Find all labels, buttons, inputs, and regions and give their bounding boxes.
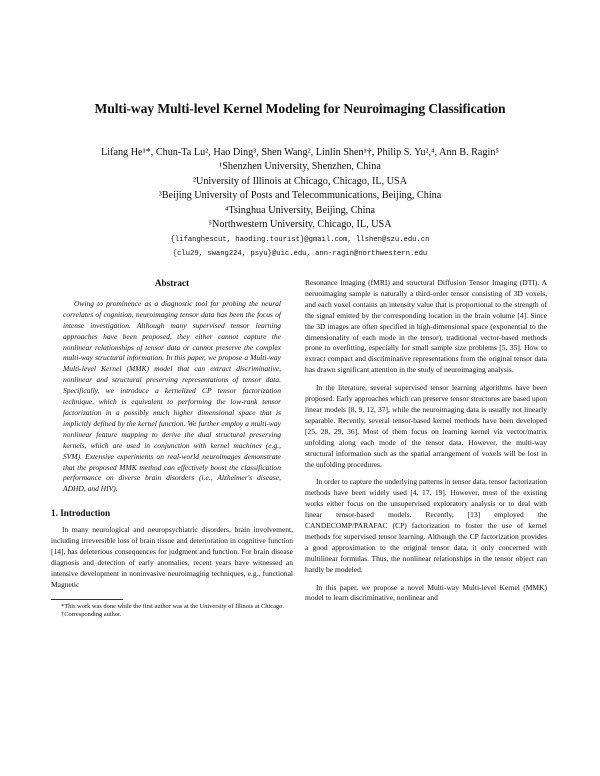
right-column [305, 278, 547, 611]
section-heading-introduction: 1. Introduction [51, 508, 111, 519]
affiliation: ³Beijing University of Posts and Telecommunications, Beijing, China [158, 190, 442, 202]
affiliation: ¹Shenzhen University, Shenzhen, China [219, 161, 381, 173]
footnote-divider [51, 599, 123, 600]
intro-paragraph: In many neurological and neuropsychiatric disorders, brain involvement, including irreversible loss of brain tissue and deterioration in cognitive function [14], has deleterious consequences for judgment and function. For brain disease diagnosis and detection of early anomalies, recent years have witnessed an intensive development in noninvasive neuroimaging techniques, e.g., functional Magnetic [51, 525, 293, 589]
paper-title: Multi-way Multi-level Kernel Modeling for Neuroimaging Classification [94, 101, 506, 116]
body-paragraph: In the literature, several supervised tensor learning algorithms have been proposed. Early approaches which can preserve tensor structures are based upon linear models [8, 9, 12, 37], while the neuroimaging data is usually not linearly separable. Recently, several tensor-based kernel methods have been developed [25, 28, 29, 36]. Most of them focus on learning kernel via vector/matrix unfolding along each mode of the tensor data. However, the multi-way structural information such as the spatial arrangement of voxels will be lost in the unfolding procedures. [305, 383, 547, 469]
left-column [51, 278, 293, 620]
affiliation: ⁵Northwestern University, Chicago, IL, USA [208, 219, 392, 231]
body-paragraph: In this paper, we propose a novel Multi-way Multi-level Kernel (MMK) model to learn discriminative, nonlinear and [305, 582, 547, 603]
affiliation: ²University of Illinois at Chicago, Chicago, IL, USA [192, 175, 408, 187]
affiliation: ⁴Tsinghua University, Beijing, China [224, 204, 376, 216]
author-block [30, 146, 570, 260]
body-paragraph: Resonance Imaging (fMRI) and structural Diffusion Tensor Imaging (DTI). A neruoimaging sample is naturally a third-order tensor consisting of 3D voxels, and each voxel contains an intensity value that is proportional to the strength of the signal emitted by the corresponding location in the brain volume [4]. Since the 3D images are often specified in high-dimensional space (exponential to the dimensionality of each mode in the tensor), traditional vector-based methods prone to overfitting, especially for small sample size problems [5, 35]. How to extract compact and discriminative representations from the original tensor data has drawn significant attention in the study of neuroimaging analysis. [305, 278, 547, 375]
footnote-corresponding: †Corresponding author. [61, 611, 122, 619]
footnote-first-author: *This work was done while the first author was at the University of Illinois at Chicago. [61, 602, 284, 610]
abstract-heading: Abstract [154, 278, 190, 288]
email-line: {clu29, swang224, psyu}@uic.edu, ann-ragin@northwestern.edu [172, 250, 428, 259]
author-list: Lifang He¹*, Chun-Ta Lu², Hao Ding³, Shen Wang², Linlin Shen¹†, Philip S. Yu²,⁴, Ann B. Ragin⁵ [101, 147, 499, 158]
body-paragraph: In order to capture the underlying patterns in tensor data, tensor factorization methods have been widely used [4, 17, 19]. However, most of the existing works either focus on the unsupervised exploratory analysis or to deal with linear tensor-based models. Recently, [13] employed the CANDECOMP/PARAFAC (CP) factorization to foster the use of kernel methods for supervised tensor learning. Although the CP factorization provides a good approximation to the original tensor data, it only concerned with multilinear formulas. Thus, the nonlinear relationships in the tensor object can hardly be modeled. [305, 477, 547, 574]
abstract-text: Owing to prominence as a diagnostic tool for probing the neural correlates of cognition, neuroimaging tensor data has been the focus of intense investigation. Although many supervised tensor learning approaches have been proposed, they either cannot capture the nonlinear relationships of tensor data or cannot preserve the complex multi-way structural information. In this paper, we propose a Multi-way Multi-level Kernel (MMK) model that can extract discriminative, nonlinear and structural preserving representations of tensor data. Specifically, we introduce a kernelized CP tensor factorization technique, which is equivalent to performing the low-rank tensor factorization in a possibly much higher dimensional space that is implicitly defined by the kernel function. We further employ a multi-way nonlinear feature mapping to derive the dual structural preserving kernels, which are used in conjunction with kernel machines (e.g., SVM). Extensive experiments on real-world neuroimages demonstrate that the proposed MMK method can effectively boost the classification performance on diverse brain disorders (i.e., Alzheimer's disease, ADHD, and HIV). [63, 298, 281, 494]
email-line: {lifanghescut, haoding.tourist}@gmail.com, llshen@szu.edu.cn [170, 236, 430, 245]
